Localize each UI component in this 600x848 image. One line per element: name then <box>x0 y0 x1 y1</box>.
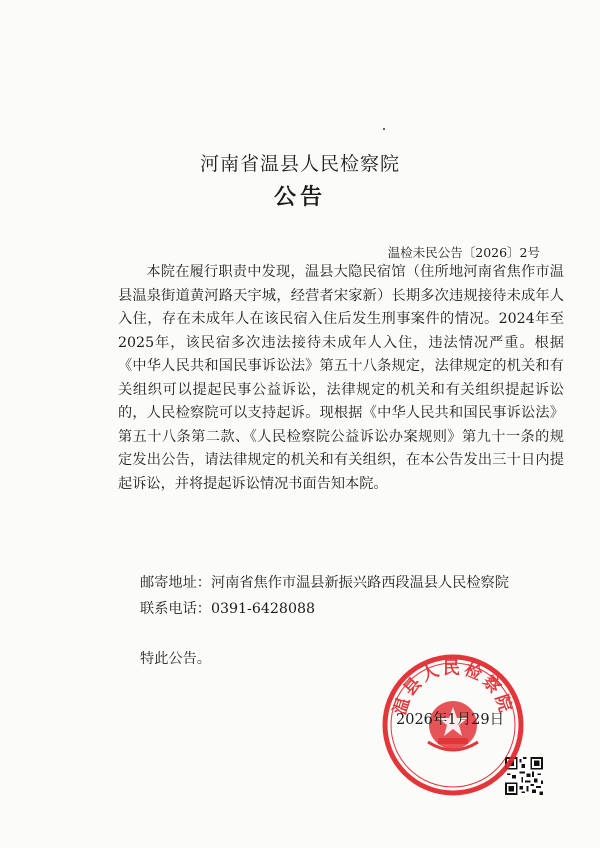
document-number: 温检未民公告〔2026〕2号 <box>387 245 540 260</box>
contact-phone: 联系电话：0391-6428088 <box>140 601 316 617</box>
svg-text:温县人民检察院: 温县人民检察院 <box>390 658 516 718</box>
document-title: 公告 <box>273 185 326 210</box>
body-paragraph: 本院在履行职责中发现，温县大隐民宿馆（住所地河南省焦作市温县温泉街道黄河路天宇城，经营者宋家新）长期多次违规接待未成年人入住，存在未成年人在该民宿入住后发生刑事案件的情况。2024年至2025年，该民宿多次违法接待未成年人入住，违法情况严重。根据《中华人民共和国民事诉讼法》第五十八条规定，法律规定的机关和有关组织可以提起民事公益诉讼，法律规定的机关和有关组织提起诉讼的，人民检察院可以支持起诉。现根据《中华人民共和国民事诉讼法》第五十八条第二款、《人民检察院公益诉讼办案规则》第九十一条的规定发出公告，请法律规定的机关和有关组织，在本公告发出三十日内提起诉讼，并将提起诉讼情况书面告知本院。 <box>118 264 564 492</box>
issue-date: 2026年1月29日 <box>396 712 505 728</box>
announcement-body <box>118 261 564 496</box>
contact-block <box>140 570 509 622</box>
closing-line: 特此公告。 <box>140 651 211 667</box>
mailing-address: 邮寄地址：河南省焦作市温县新振兴路西段温县人民检察院 <box>140 575 509 591</box>
issuing-organization: 河南省温县人民检察院 <box>199 153 400 175</box>
scan-speck <box>383 128 385 130</box>
